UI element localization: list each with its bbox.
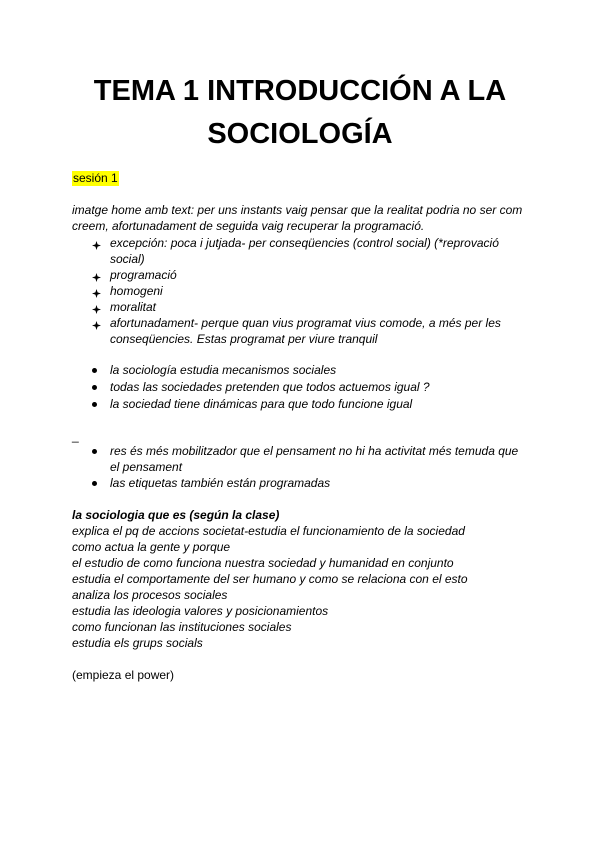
diamond-item-text: programació xyxy=(110,268,177,282)
diamond-item-text-line-1: excepción: poca i jutjada- per conseqüencies (control social) (*reprovació xyxy=(110,236,499,250)
definition-line: estudia las ideologia valores y posicionamientos xyxy=(72,604,329,618)
definition-line: explica el pq de accions societat-estudia el funcionamiento de la sociedad xyxy=(72,524,465,538)
page-title-line-2: SOCIOLOGÍA xyxy=(207,118,393,150)
diamond-bullet-icon xyxy=(92,315,106,331)
definition-line: analiza los procesos sociales xyxy=(72,588,228,602)
diamond-item-text: moralitat xyxy=(110,300,157,314)
bullet-item-text: la sociología estudia mecanismos sociales xyxy=(110,363,337,377)
diamond-item-text-line-2: conseqüencies. Estas programat per viure tranquil xyxy=(110,332,378,346)
definition-line: el estudio de como funciona nuestra sociedad y humanidad en conjunto xyxy=(72,556,454,570)
diamond-bullet-icon xyxy=(92,283,106,299)
diamond-item-text-line-1: afortunadament- perque quan vius programat vius comode, a més per les xyxy=(110,316,501,330)
bullet-item-text: la sociedad tiene dinámicas para que todo funcione igual xyxy=(110,397,413,411)
definition-line: estudia el comportamente del ser humano y como se relaciona con el esto xyxy=(72,572,468,586)
definition-line: como funcionan las instituciones sociales xyxy=(72,620,292,634)
footer-note: (empieza el power) xyxy=(72,668,175,682)
bullet-item-text: todas las sociedades pretenden que todos actuemos igual ? xyxy=(110,380,430,394)
diamond-bullet-icon xyxy=(92,299,106,315)
bullet-dot-icon xyxy=(92,396,106,412)
bullet-dot-icon xyxy=(92,443,106,459)
bullet-dot-icon xyxy=(92,362,106,378)
diamond-bullet-icon xyxy=(92,267,106,283)
bullet-item-text: las etiquetas también están programadas xyxy=(110,476,331,490)
session-label-highlighted: sesión 1 xyxy=(73,171,118,185)
diamond-item-text: homogeni xyxy=(110,284,163,298)
bullet-item-text-line-1: res és més mobilitzador que el pensament no hi ha activitat més temuda que xyxy=(110,444,519,458)
definition-line: como actua la gente y porque xyxy=(72,540,231,554)
bullet-dot-icon xyxy=(92,379,106,395)
intro-line-2: creem, afortunadament de seguida vaig recuperar la programació. xyxy=(72,219,425,233)
page-title-line-1: TEMA 1 INTRODUCCIÓN A LA xyxy=(93,75,507,107)
definition-line: estudia els grups socials xyxy=(72,636,203,650)
intro-line-1: imatge home amb text: per uns instants vaig pensar que la realitat podria no ser com xyxy=(72,203,523,217)
diamond-item-text-line-2: social) xyxy=(110,252,145,266)
bullet-item-text-line-2: el pensament xyxy=(110,460,183,474)
diamond-bullet-icon xyxy=(92,235,106,251)
dash-marker: _ xyxy=(72,429,79,443)
definition-heading: la sociologia que es (según la clase) xyxy=(72,508,280,522)
bullet-dot-icon xyxy=(92,475,106,491)
